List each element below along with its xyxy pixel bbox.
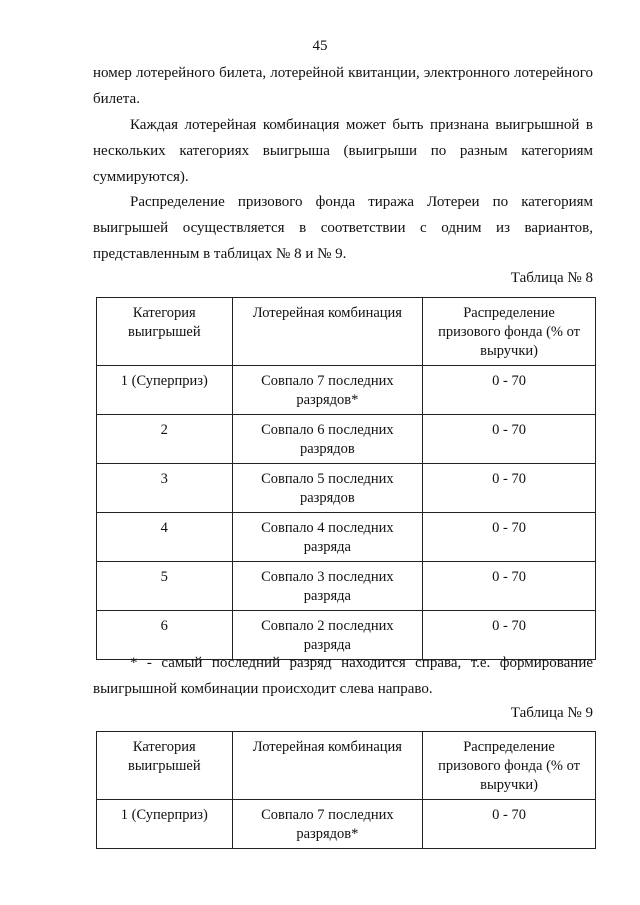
table-8-row	[97, 513, 596, 562]
table-8-cell-distribution	[423, 513, 596, 562]
paragraph-2-line-3: суммируются).	[93, 169, 189, 185]
distribution-text: 0 - 70	[492, 471, 526, 487]
table-8-cell-category	[97, 464, 233, 513]
table-9-header-distribution	[423, 732, 596, 800]
paragraph-3	[93, 189, 593, 267]
combination-text: Совпало 2 последних разряда	[261, 618, 394, 653]
table-9-row	[97, 800, 596, 849]
category-text: 2	[160, 422, 168, 438]
combination-text: Совпало 5 последних разрядов	[261, 471, 394, 506]
combination-text: Совпало 7 последних разрядов*	[261, 807, 394, 842]
table-9-header-row	[97, 732, 596, 800]
table-8-cell-combination	[232, 366, 423, 415]
paragraph-2	[93, 112, 593, 190]
table-8-cell-distribution	[423, 415, 596, 464]
header-combination-text: Лотерейная комбинация	[252, 305, 402, 321]
table-8-header-distribution	[423, 298, 596, 366]
table-9-header-category	[97, 732, 233, 800]
combination-text: Совпало 7 последних разрядов*	[261, 373, 394, 408]
table-8-cell-distribution	[423, 366, 596, 415]
distribution-text: 0 - 70	[492, 807, 526, 823]
table-9-cell-combination	[232, 800, 423, 849]
table-9-cell-category	[97, 800, 233, 849]
distribution-text: 0 - 70	[492, 373, 526, 389]
table-9-header-combination	[232, 732, 423, 800]
table-8-cell-combination	[232, 464, 423, 513]
table-8-cell-distribution	[423, 562, 596, 611]
paragraph-1-line-1: номер лотерейного билета, лотерейной квитанции, электронного лотерейного	[93, 65, 593, 81]
paragraph-3-line-1: Распределение призового фонда тиража Лотереи по категориям	[130, 194, 593, 210]
header-category-text: Категория выигрышей	[127, 739, 201, 774]
combination-text: Совпало 4 последних разряда	[261, 520, 394, 555]
paragraph-2-line-2: нескольких категориях выигрыша (выигрыши по разным категориям	[93, 143, 593, 159]
table-8-row	[97, 415, 596, 464]
table-8-header-combination	[232, 298, 423, 366]
footnote-line-2: выигрышной комбинации происходит слева направо.	[93, 681, 433, 697]
table-8-row	[97, 562, 596, 611]
header-category-text: Категория выигрышей	[127, 305, 201, 340]
table-8	[96, 297, 596, 660]
header-distribution-text: Распределение призового фонда (% от выручки)	[438, 739, 581, 793]
table-8-cell-category	[97, 562, 233, 611]
table-8-caption: Таблица № 8	[510, 270, 593, 286]
table-8-row	[97, 366, 596, 415]
combination-text: Совпало 6 последних разрядов	[261, 422, 394, 457]
category-text: 6	[160, 618, 168, 634]
table-9-caption: Таблица № 9	[510, 705, 593, 721]
category-text: 5	[160, 569, 168, 585]
paragraph-1	[93, 60, 593, 112]
category-text: 4	[160, 520, 168, 536]
distribution-text: 0 - 70	[492, 520, 526, 536]
table-8-cell-combination	[232, 513, 423, 562]
paragraph-3-line-2: выигрышей осуществляется в соответствии с одним из вариантов,	[93, 220, 593, 236]
footnote-line-1: * - самый последний разряд находится справа, т.е. формирование	[130, 655, 593, 671]
table-9	[96, 731, 596, 849]
header-distribution-text: Распределение призового фонда (% от выручки)	[438, 305, 581, 359]
paragraph-2-line-1: Каждая лотерейная комбинация может быть признана выигрышной в	[130, 117, 593, 133]
table-8-row	[97, 464, 596, 513]
table-9-cell-distribution	[423, 800, 596, 849]
distribution-text: 0 - 70	[492, 618, 526, 634]
footnote	[93, 650, 593, 702]
table-8-cell-distribution	[423, 464, 596, 513]
category-text: 3	[160, 471, 168, 487]
table-8-cell-category	[97, 366, 233, 415]
table-8-cell-combination	[232, 562, 423, 611]
paragraph-3-line-3: представленным в таблицах № 8 и № 9.	[93, 246, 347, 262]
distribution-text: 0 - 70	[492, 569, 526, 585]
table-8-header-row	[97, 298, 596, 366]
page-number: 45	[312, 38, 328, 54]
table-8-cell-category	[97, 513, 233, 562]
distribution-text: 0 - 70	[492, 422, 526, 438]
table-8-cell-category	[97, 415, 233, 464]
combination-text: Совпало 3 последних разряда	[261, 569, 394, 604]
category-text: 1 (Суперприз)	[120, 807, 208, 823]
table-8-header-category	[97, 298, 233, 366]
category-text: 1 (Суперприз)	[120, 373, 208, 389]
table-8-cell-combination	[232, 415, 423, 464]
paragraph-1-line-2: билета.	[93, 91, 140, 107]
header-combination-text: Лотерейная комбинация	[252, 739, 402, 755]
